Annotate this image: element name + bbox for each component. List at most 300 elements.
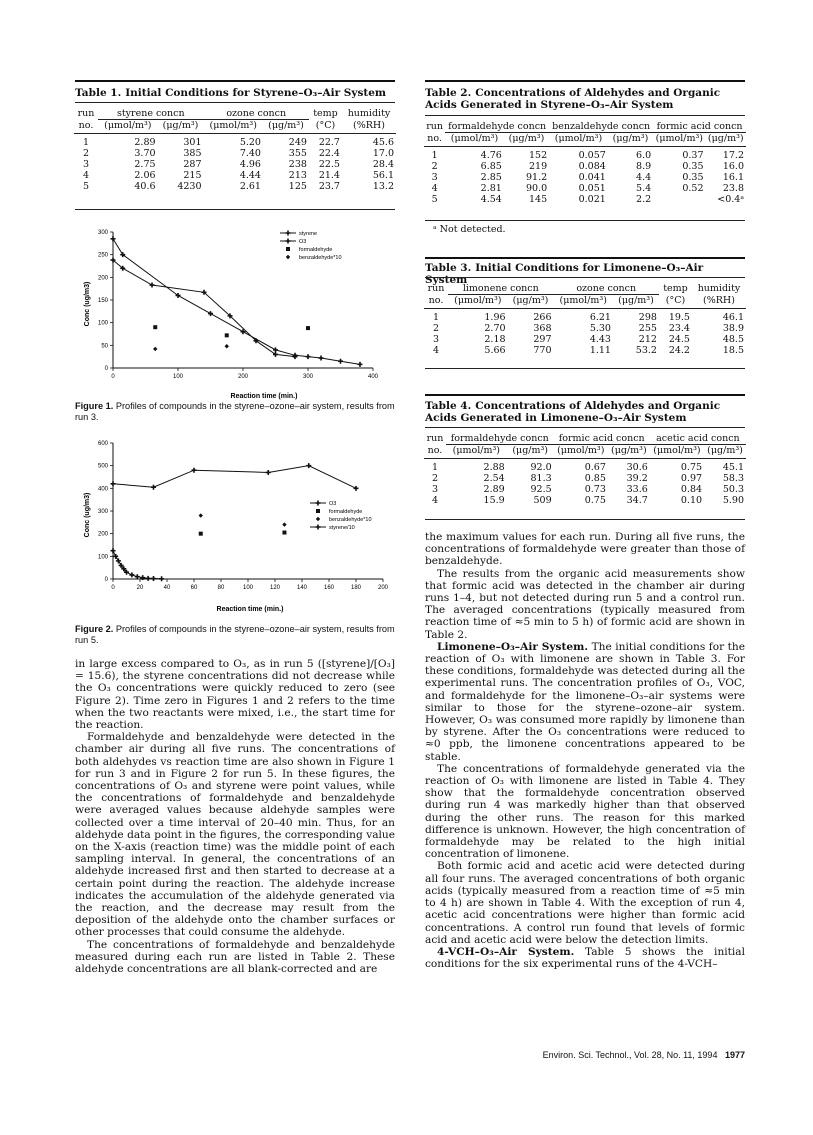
section-heading: 4-VCH–O₃–Air System. [437,945,575,958]
table3-cell: 46.1 [722,312,744,323]
table2-cell: 90.0 [525,183,548,194]
table1-cell: 7.40 [239,148,261,159]
table1-cell: 301 [183,137,202,148]
paragraph-text: The concentrations of formaldehyde generated via the reaction of O₃ with limonene are listed in Table 4. They show that the formaldehyde concentration observed during run 4 was markedly higher than that observed during the other runs. The reason for this marked difference is unknown. However, the high concentration of formaldehyde may be related to the high initial concentration of limonene. [425,762,745,861]
table3-cell: 368 [533,323,552,334]
table1-label: Table 1. [75,87,122,99]
table4 [424,433,746,506]
x-tick-label: 200 [377,585,389,591]
table4-cell: 81.3 [530,473,552,484]
table3-cell: 298 [638,312,657,323]
table1-run-cell: 4 [83,170,90,181]
table3-unit-header: (μg/m³) [508,295,554,309]
table1-cell: 40.6 [134,181,156,192]
table3-humidity-header: humidity [697,283,741,295]
table1-unit-header: (μmol/m³) [204,120,263,134]
table1-cell: 21.4 [318,170,340,181]
styrene-10-point [111,481,116,486]
table2-cell: 0.37 [682,150,704,161]
table2-run-cell: 1 [431,150,438,161]
table3-temp-header: (°C) [659,295,692,309]
y-tick-label: 500 [97,463,108,470]
paragraph-text: The results from the organic acid measurements show that formic acid was detected in the chamber air during runs 1–4, but not detected during run 5 and a control run. The averaged concentrations (typically measured from reaction time of ≈5 min to 5 h) of formic acid are shown in Table 2. [425,567,745,641]
table3-cell: 24.5 [668,334,690,345]
x-tick-label: 0 [111,374,115,380]
figure1-caption-text: Profiles of compounds in the styrene–ozone–air system, results from run 3. [75,401,395,422]
o3-point [146,576,151,581]
y-tick-label: 100 [97,320,108,327]
table1-run-cell: 3 [83,159,90,170]
table4-cell: 509 [533,495,552,506]
column1-body-text [75,658,395,975]
table3-run-cell: 1 [433,312,440,323]
paragraph-text: The concentrations of formaldehyde and benzaldehyde measured during each run are listed in Table 2. These aldehyde concentrations are all blank-corrected and are [75,938,395,976]
formaldehyde-legend-marker [316,509,320,513]
table2-group-header: formic acid concn [653,121,746,133]
table4-bottom-rule [425,519,745,520]
table2-cell: 0.021 [578,194,606,205]
x-tick-label: 400 [367,374,379,380]
table2-run-cell: 3 [431,172,438,183]
x-tick-label: 140 [296,585,308,591]
paragraph [425,860,745,945]
table2-title-rule [425,115,745,116]
table1-title-rule [75,102,395,103]
table4-unit-header: (μmol/m³) [650,445,704,459]
table2-cell: 91.2 [525,172,548,183]
table4-run-header: run [426,433,444,445]
styrene-point [306,354,311,359]
paragraph [425,531,745,568]
table3-row [424,309,746,324]
table3-title-text: Initial Conditions for Limonene–O₃–Air System [425,262,704,286]
table1-cell: 238 [288,159,307,170]
table3-cell: 297 [533,334,552,345]
table4-row [424,495,746,506]
table3-cell: 2.18 [484,334,506,345]
styrene-10-point [266,470,271,475]
table4-cell: 58.3 [722,473,744,484]
table3-cell: 212 [638,334,657,345]
table1-cell: 4.96 [239,159,261,170]
table1-run-cell: 5 [83,181,90,192]
table2-cell: 2.81 [480,183,502,194]
table3-cell: 38.9 [722,323,744,334]
formaldehyde-point [153,325,157,329]
table1-row [74,134,396,149]
table3-cell: 1.96 [484,312,506,323]
y-tick-label: 400 [97,486,108,493]
table3-cell: 770 [533,345,552,356]
y-tick-label: 600 [97,441,108,447]
table2-group-header: formaldehyde concn [445,121,549,133]
y-tick-label: 0 [104,577,108,583]
table3-row [424,334,746,345]
table1-row [74,170,396,181]
paragraph-text: The initial conditions for the reaction of O₃ with limonene are shown in Table 3. For these conditions, formaldehyde was detected during all the experimental runs. The concentration profiles of O₃, VOC, and formaldehyde for the limonene–O₃–air systems were similar to those for the styrene–ozone–air system. However, O₃ was consumed more rapidly by limonene than by styrene. After the O₃ concentrations were reduced to ≈0 ppb, the limonene concentrations appeared to be stable. [425,640,745,763]
table2-cell: 16.1 [722,172,744,183]
table2-cell [653,194,705,205]
table4-run-cell: 1 [431,462,438,473]
paragraph [75,939,395,976]
table2-cell: 17.2 [722,150,744,161]
table4-row [424,473,746,484]
table1-cell: 45.6 [372,137,394,148]
table2-label: Table 2. [425,87,472,99]
table4-top-rule [425,394,745,396]
table3-cell: 5.66 [484,345,506,356]
table2-cell: 2.85 [480,172,502,183]
paragraph [75,658,395,731]
legend-label: benzaldehyde*10 [299,255,342,261]
table2-cell: 4.76 [480,150,502,161]
legend-label: formaldehyde [299,247,333,253]
table3-cell: 6.21 [589,312,611,323]
formaldehyde-point [225,333,229,337]
y-tick-label: 250 [97,252,108,259]
table3-temp-header: temp [663,283,688,295]
column2-body-text [425,531,745,970]
table3-top-rule [425,257,745,259]
paragraph-text: Table 5 shows the initial conditions for the six experimental runs of the 4-VCH– [425,945,746,971]
styrene-point [208,311,213,316]
styrene-10-point [151,485,156,490]
legend-label: benzaldehyde*10 [329,517,372,523]
table1-cell: 4.44 [239,170,261,181]
table2-cell: 16.0 [722,161,744,172]
table2-cell: 23.8 [722,183,744,194]
table1-run-header: run [77,108,95,120]
table2-row [424,147,746,162]
figure1-label: Figure 1. [75,401,114,411]
table4-run-header: no. [424,445,446,459]
table3-title-rule [425,277,745,278]
table2-cell: 152 [529,150,548,161]
table2-unit-header: (μmol/m³) [445,133,504,147]
legend-label: styrene [299,231,318,237]
table1-row [74,159,396,170]
paragraph [425,763,745,861]
formaldehyde-point [199,532,203,536]
table1-cell: 17.0 [372,148,394,159]
table3-label: Table 3. [425,262,472,274]
styrene-point [319,356,324,361]
o3-point [151,576,156,581]
figure1-caption [75,401,395,423]
table1-run-header: no. [74,120,98,134]
y-tick-label: 300 [97,509,108,515]
table2-bottom-rule [425,220,745,221]
y-tick-label: 200 [97,275,108,282]
styrene-point [111,236,116,241]
table1-run-cell: 2 [83,148,90,159]
table2-unit-header: (μg/m³) [504,133,549,147]
table1-cell: 2.61 [239,181,261,192]
table4-label: Table 4. [425,400,472,412]
table2-run-cell: 2 [431,161,438,172]
table1-unit-header: (μmol/m³) [98,120,157,134]
table2-cell: 0.057 [578,150,606,161]
table4-cell: 92.5 [530,484,552,495]
legend-label: O3 [299,239,307,245]
figure2-caption [75,624,395,646]
x-tick-label: 180 [350,585,362,591]
table4-cell: 34.7 [626,495,648,506]
paragraph-text: in large excess compared to O₃, as in run 5 ([styrene]/[O₃] = 15.6), the styrene concentrations did not decrease while the O₃ concentrations were quickly reduced to zero (see Figure 2). Time zero in Figures 1 and 2 refers to the time when the two reactants were mixed, i.e., the start time for the reaction. [75,658,395,732]
table1-cell: 22.4 [318,148,340,159]
paragraph-text: the maximum values for each run. During all five runs, the concentrations of formaldehyde were greater than those of benzaldehyde. [425,531,745,568]
table2-cell: 0.084 [578,161,606,172]
y-tick-label: 50 [101,343,108,350]
table4-title-rule [425,427,745,428]
figure1-chart [75,226,395,402]
table4-cell: 50.3 [722,484,744,495]
table3-run-cell: 3 [433,334,440,345]
table3-group-header: ozone concn [554,283,659,295]
legend-label: formaldehyde [329,509,363,515]
styrene-legend-marker [286,231,291,236]
o3-point [111,548,116,553]
x-tick-label: 20 [136,585,144,591]
table1-title-text: Initial Conditions for Styrene–O₃–Air System [125,87,387,99]
table2-cell: 0.041 [578,172,606,183]
page-footer [520,1050,745,1060]
table1-cell: 3.70 [134,148,156,159]
x-tick-label: 200 [237,374,249,380]
table3-unit-header: (μmol/m³) [448,295,507,309]
o3-line [113,260,295,357]
table3-unit-header: (μg/m³) [613,295,659,309]
table1-cell: 23.7 [318,181,340,192]
table2-run-cell: 5 [431,194,438,205]
y-tick-label: 100 [97,554,108,561]
table1-cell: 213 [288,170,307,181]
benzaldehyde-10-point [282,522,286,526]
formaldehyde-legend-marker [286,247,290,251]
table2-cell: 0.051 [578,183,606,194]
table2-cell: 0.35 [682,161,704,172]
o3-point [150,283,155,288]
styrene-point [338,359,343,364]
table4-group-header: formaldehyde concn [446,433,554,445]
table4-title [425,400,745,424]
table3-row [424,323,746,334]
table3-cell: 2.70 [484,323,506,334]
table2-cell: 6.85 [480,161,502,172]
table2-cell: 2.2 [636,194,652,205]
table2-run-cell: 4 [431,183,438,194]
y-tick-label: 150 [97,298,108,304]
figure2-chart [75,435,395,615]
table2 [424,121,746,205]
styrene-10-point [192,468,197,473]
table1-cell: 28.4 [372,159,394,170]
o3-point [116,558,121,563]
table1-bottom-rule [75,209,395,210]
paragraph [425,946,745,970]
paragraph [425,641,745,763]
table3-unit-header: (μmol/m³) [554,295,613,309]
y-tick-label: 300 [97,230,108,236]
table3-cell: 5.30 [589,323,611,334]
table1-cell: 5.20 [239,137,261,148]
table4-cell: 0.75 [680,462,703,473]
table3-run-cell: 2 [433,323,440,334]
x-tick-label: 160 [323,585,335,591]
table3-humidity-header: (%RH) [692,295,746,309]
table4-unit-header: (μg/m³) [704,445,746,459]
table3 [424,283,746,356]
table2-top-rule [425,80,745,82]
table4-unit-header: (μg/m³) [608,445,650,459]
table4-cell: 0.67 [584,462,606,473]
figure2-xlabel: Reaction time (min.) [216,606,284,613]
table4-cell: 2.89 [483,484,505,495]
table2-cell: 0.35 [682,172,704,183]
paragraph-text: Both formic acid and acetic acid were detected during all four runs. The averaged concentrations of both organic acids (typically measured from a reaction time of ≈5 min to 4 h) are shown in Table 4. With the exception of run 4, acetic acid concentrations were higher than formic acid concentrations. A control run found that levels of formic acid and acetic acid were below the detection limits. [425,860,745,946]
formaldehyde-point [282,531,286,535]
paragraph [425,568,745,641]
table2-cell: 0.52 [682,183,704,194]
table2-unit-header: (μg/m³) [608,133,653,147]
o3-point [113,554,118,559]
table3-group-header: limonene concn [448,283,553,295]
benzaldehyde-10-legend-marker [316,517,320,521]
y-tick-label: 200 [97,531,108,538]
table3-cell: 48.5 [722,334,744,345]
table3-cell: 53.2 [635,345,657,356]
table4-group-header: acetic acid concn [650,433,746,445]
table2-run-header: no. [424,133,445,147]
table3-bottom-rule [425,368,745,369]
table4-cell: 0.85 [584,473,606,484]
formaldehyde-point [306,326,310,330]
table2-cell: 219 [529,161,548,172]
table4-cell: 5.90 [722,495,744,506]
table4-cell: 33.6 [626,484,648,495]
table3-cell: 255 [638,323,657,334]
table1-cell: 22.7 [318,137,340,148]
table2-cell: 145 [529,194,548,205]
x-tick-label: 100 [172,374,184,380]
figure2-caption-text: Profiles of compounds in the styrene–ozone–air system, results from run 5. [75,624,395,645]
table2-row [424,172,746,183]
table3-cell: 266 [533,312,552,323]
table4-cell: 2.88 [483,462,505,473]
table4-cell: 0.73 [584,484,606,495]
table1-title [75,87,395,99]
table4-unit-header: (μg/m³) [507,445,554,459]
table2-cell: 8.9 [636,161,652,172]
table1-group-header: styrene concn [98,108,203,120]
table2-row [424,194,746,205]
table1-cell: 2.06 [134,170,156,181]
figure1-xlabel: Reaction time (min.) [230,393,298,400]
table1-cell: 2.75 [134,159,156,170]
section-heading: Limonene–O₃–Air System. [437,640,589,653]
table1-cell: 2.89 [134,137,156,148]
table3-cell: 1.11 [589,345,611,356]
benzaldehyde-10-legend-marker [286,255,290,259]
x-tick-label: 40 [163,585,171,591]
table3-run-header: run [427,283,445,295]
table4-run-cell: 3 [431,484,438,495]
styrene-10-point [354,486,359,491]
table1-top-rule [75,80,395,82]
table3-cell: 23.4 [668,323,690,334]
table1-unit-header: (μg/m³) [158,120,204,134]
table4-group-header: formic acid concn [554,433,650,445]
table1-row [74,181,396,192]
table4-row [424,459,746,474]
table4-cell: 0.10 [680,495,703,506]
styrene-point [273,347,278,352]
table4-cell: 92.0 [530,462,552,473]
o3-legend-marker [316,501,321,506]
o3-point [159,576,164,581]
table2-group-header: benzaldehyde concn [549,121,653,133]
o3-legend-marker [286,239,291,244]
table4-cell: 0.75 [584,495,606,506]
table1 [74,108,396,192]
table2-unit-header: (μmol/m³) [549,133,608,147]
table1-cell: 4230 [177,181,202,192]
x-tick-label: 60 [190,585,198,591]
table1-cell: 215 [183,170,202,181]
table4-unit-header: (μmol/m³) [554,445,608,459]
table1-row [74,148,396,159]
table2-cell: 6.0 [636,150,652,161]
table2-cell: <0.4ᵃ [717,194,744,205]
table3-row [424,345,746,356]
table2-unit-header: (μmol/m³) [653,133,705,147]
table4-run-cell: 4 [431,495,438,506]
table1-cell: 125 [288,181,307,192]
table1-run-cell: 1 [83,137,90,148]
x-tick-label: 120 [269,585,281,591]
table1-humidity-header: humidity [347,108,391,120]
table3-cell: 4.43 [589,334,611,345]
table3-run-cell: 4 [433,345,440,356]
table1-cell: 385 [183,148,202,159]
benzaldehyde-10-point [153,347,157,351]
table1-temp-header: (°C) [309,120,342,134]
o3-point [135,574,140,579]
styrene-10-line [113,466,356,489]
x-tick-label: 0 [111,585,115,591]
journal-citation: Environ. Sci. Technol., Vol. 28, No. 11, 1994 [542,1050,718,1060]
table3-cell: 19.5 [668,312,690,323]
benzaldehyde-10-point [199,513,203,517]
table4-cell: 39.2 [626,473,648,484]
table2-cell: 4.4 [636,172,652,183]
o3-point [129,572,134,577]
table4-title-text: Concentrations of Aldehydes and Organic Acids Generated in Limonene–O₃–Air System [425,400,721,424]
table4-cell: 45.1 [722,462,744,473]
table2-unit-header: (μg/m³) [706,133,746,147]
legend-label: styrene/10 [329,525,355,531]
table2-footnote: ᵃ Not detected. [433,224,506,235]
table4-cell: 15.9 [483,495,505,506]
figure1-ylabel: Conc (ug/m3) [84,281,91,327]
table1-humidity-header: (%RH) [342,120,396,134]
table4-cell: 30.6 [626,462,648,473]
table3-cell: 18.5 [722,345,744,356]
table4-cell: 2.54 [483,473,505,484]
table1-cell: 249 [288,137,307,148]
table2-cell: 5.4 [636,183,652,194]
table3-run-header: no. [424,295,448,309]
